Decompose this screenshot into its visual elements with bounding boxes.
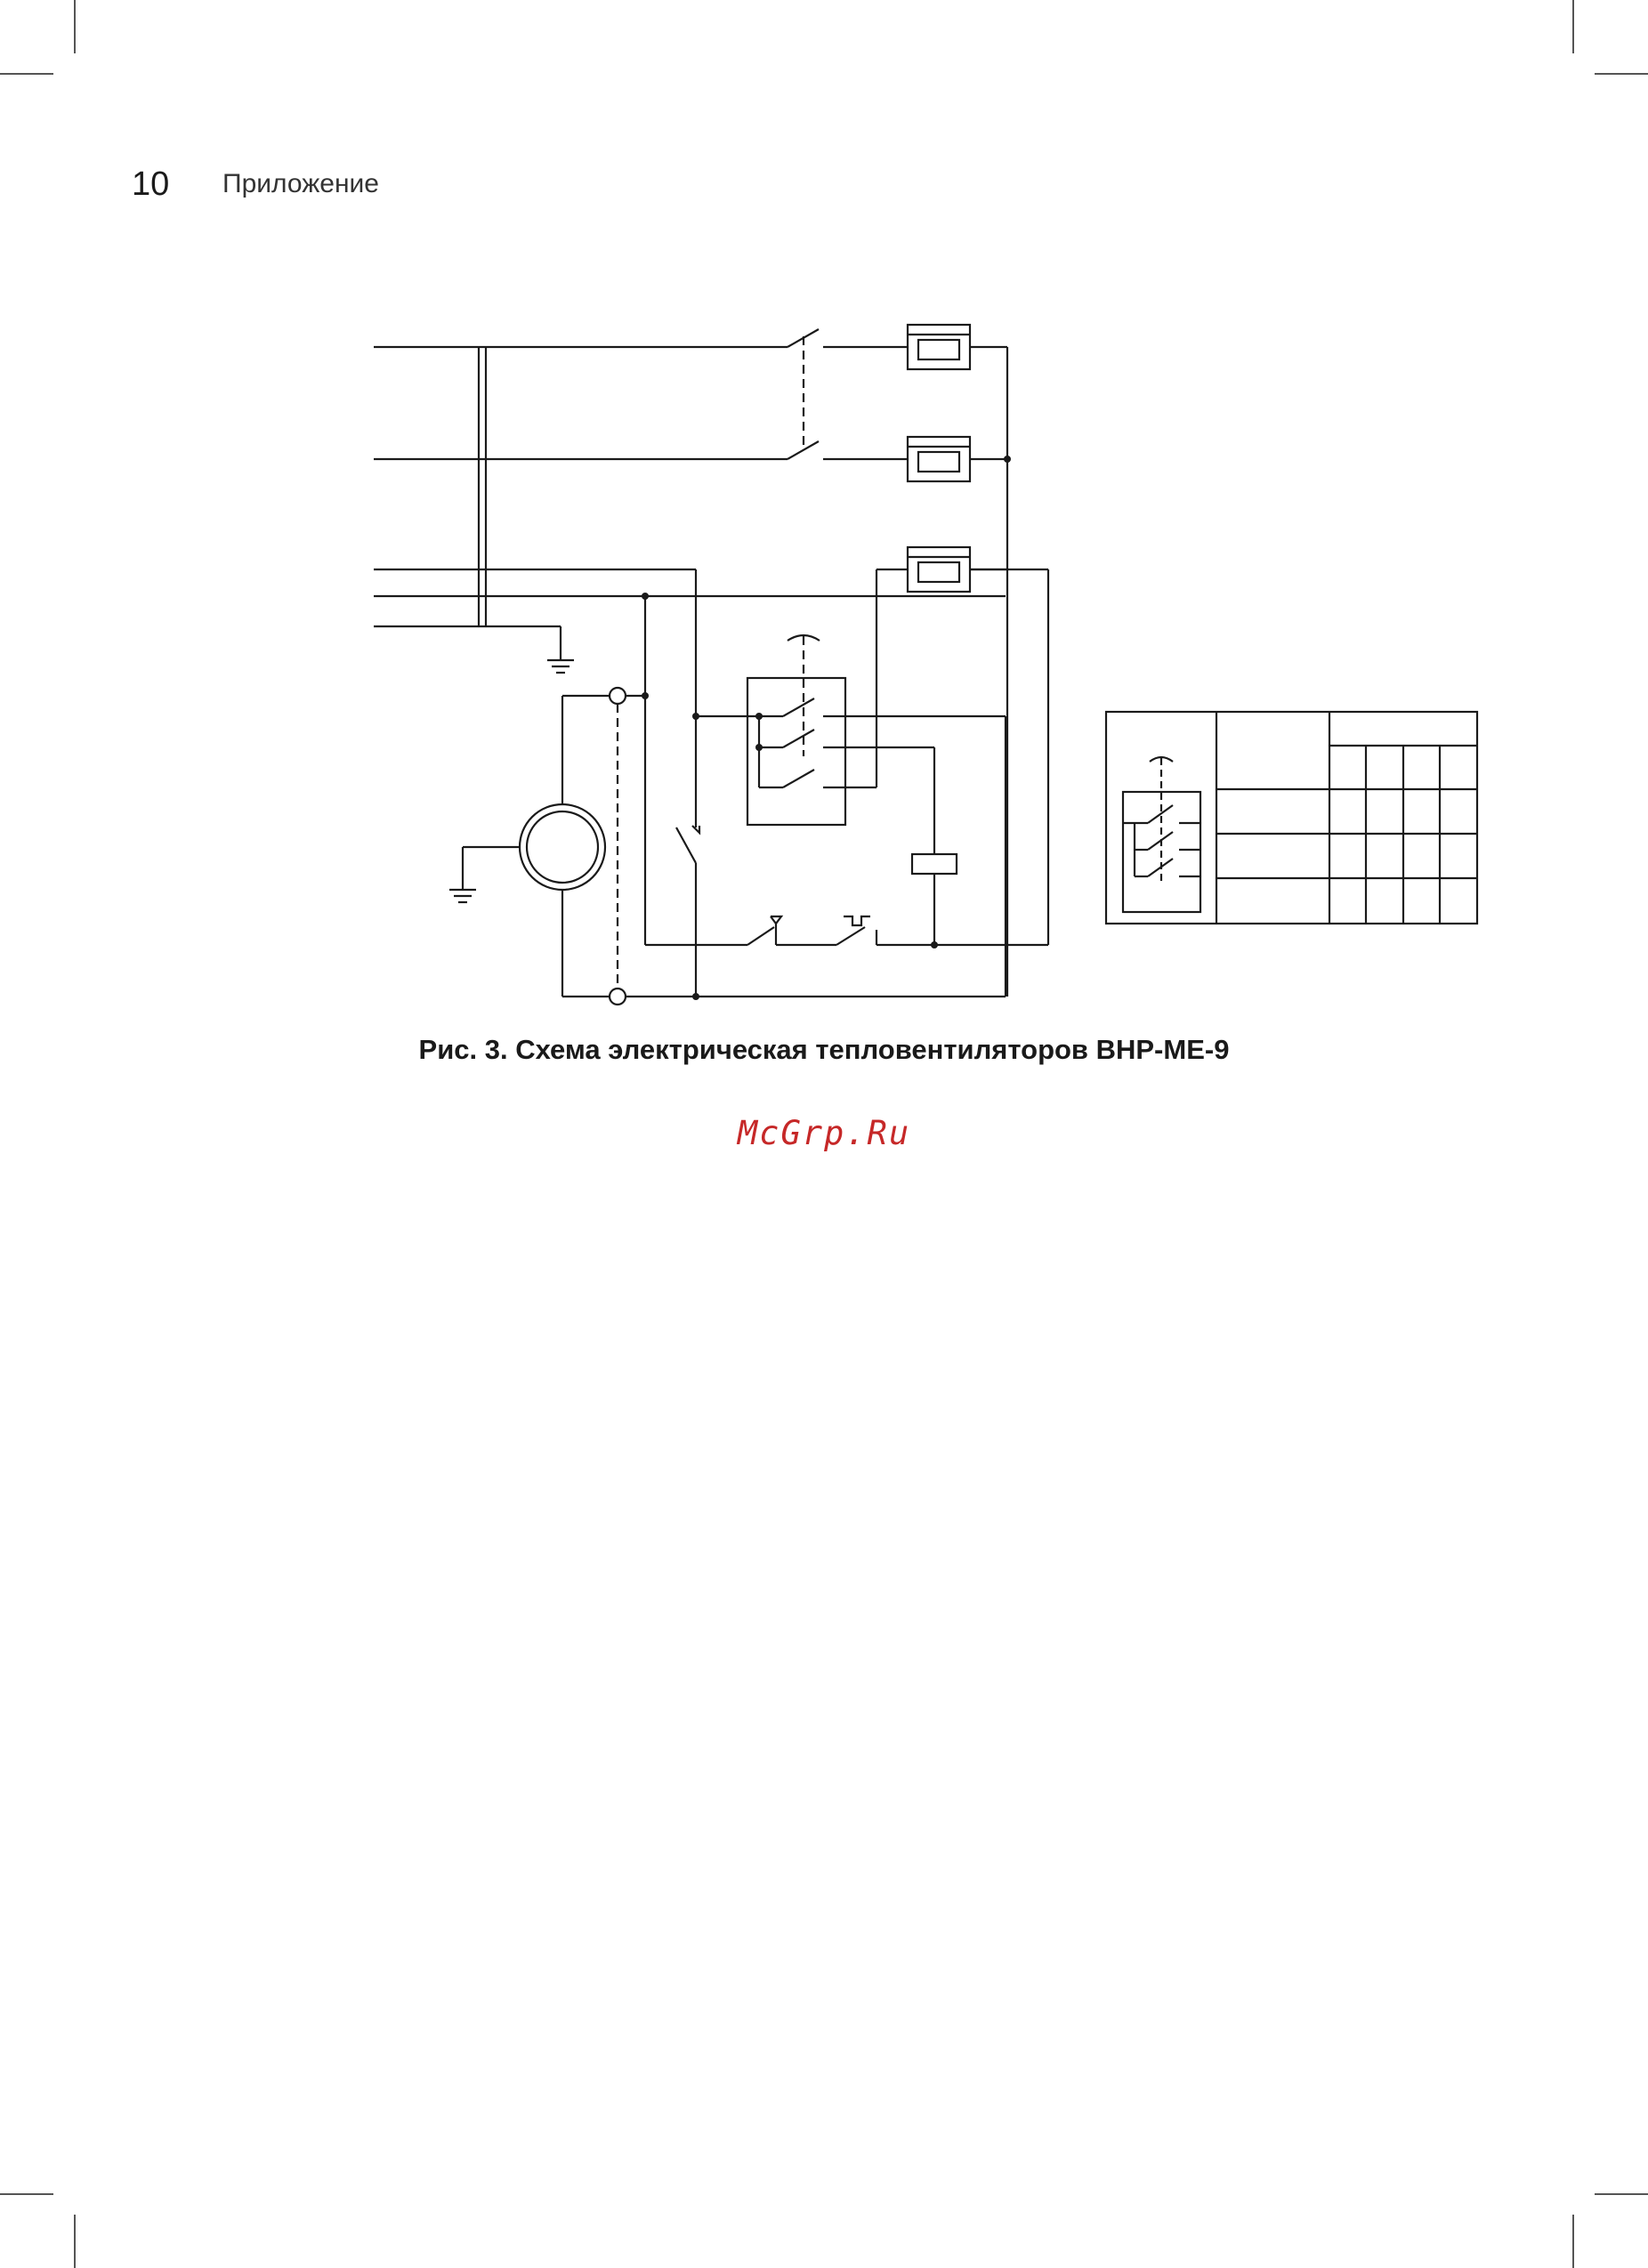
section-title: Приложение [222, 169, 379, 198]
heater-element-icon [908, 547, 970, 592]
crop-mark [0, 2193, 53, 2195]
watermark: McGrp.Ru [737, 1114, 911, 1152]
crop-mark [74, 2215, 76, 2268]
main-switch-icon [788, 329, 908, 459]
relay-coil-icon [912, 747, 957, 945]
heater-element-icon [908, 325, 970, 369]
selector-switch-icon [696, 635, 1006, 825]
page-number: 10 [132, 165, 170, 203]
thermostat-switch-icon [676, 826, 699, 997]
switch-position-table [1106, 712, 1477, 924]
ground-icon [547, 626, 574, 673]
fan-motor-icon [449, 696, 605, 997]
crop-mark [1572, 2215, 1574, 2268]
figure-caption: Рис. 3. Схема электрическая тепловентиляторов ВНР-МЕ-9 [418, 1034, 1230, 1065]
electrical-schematic [0, 0, 1648, 1014]
crop-mark [1595, 2193, 1648, 2195]
supply-lines [374, 347, 1006, 626]
heater-element-icon [908, 437, 970, 481]
